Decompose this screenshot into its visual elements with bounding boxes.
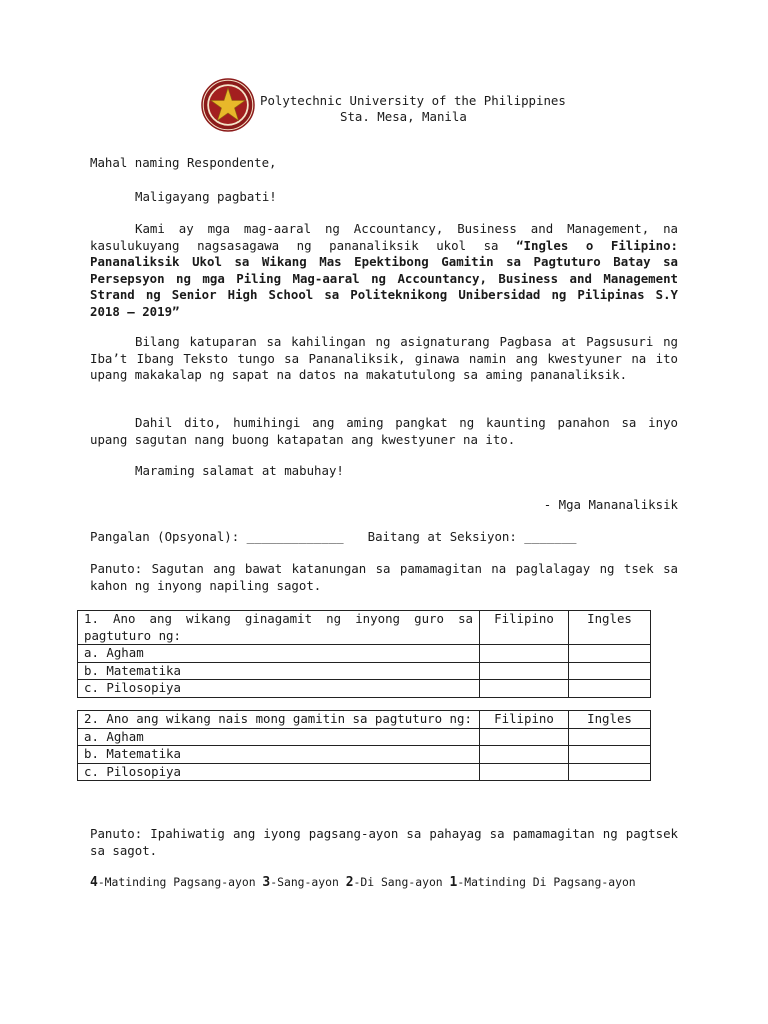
checkbox-cell-ingles[interactable] xyxy=(569,763,651,781)
scale-3-label: -Sang-ayon xyxy=(270,875,339,889)
scale-3-num: 3 xyxy=(262,875,271,890)
university-location: Sta. Mesa, Manila xyxy=(340,109,467,124)
checkbox-cell-ingles[interactable] xyxy=(569,680,651,698)
row-label: a. Agham xyxy=(78,728,480,746)
university-seal-icon xyxy=(201,78,255,132)
checkbox-cell-ingles[interactable] xyxy=(569,645,651,663)
row-label: a. Agham xyxy=(78,645,480,663)
checkbox-cell-filipino[interactable] xyxy=(480,662,569,680)
checkbox-cell-filipino[interactable] xyxy=(480,645,569,663)
question-2-table xyxy=(77,710,651,781)
table-row xyxy=(78,763,651,781)
checkbox-cell-filipino[interactable] xyxy=(480,763,569,781)
salutation: Mahal naming Respondente, xyxy=(90,155,277,170)
greeting: Maligayang pagbati! xyxy=(135,189,277,204)
row-label: c. Pilosopiya xyxy=(78,680,480,698)
paragraph-request: Dahil dito, humihingi ang aming pangkat ng kaunting panahon sa inyo upang sagutan nang buong katapatan ang kwestyuner na ito. xyxy=(90,415,678,447)
rating-scale-legend xyxy=(90,874,636,892)
scale-2-label: -Di Sang-ayon xyxy=(353,875,443,889)
scale-4-num: 4 xyxy=(90,875,98,890)
respondent-fields xyxy=(90,529,678,546)
table-header-row xyxy=(78,711,651,729)
instruction-2: Panuto: Ipahiwatig ang iyong pagsang-ayon sa pahayag sa pamamagitan ng pagtsek sa sagot. xyxy=(90,826,678,858)
scale-4-label: -Matinding Pagsang-ayon xyxy=(97,875,256,889)
table-row xyxy=(78,680,651,698)
checkbox-cell-filipino[interactable] xyxy=(480,680,569,698)
paragraph-intro-text: Kami ay mga mag-aaral ng Accountancy, Business and Management, na kasulukuyang nagsasagawa ng pananaliksik ukol sa xyxy=(90,221,678,253)
checkbox-cell-ingles[interactable] xyxy=(569,746,651,764)
table-header-row xyxy=(78,611,651,645)
row-label: c. Pilosopiya xyxy=(78,763,480,781)
checkbox-cell-filipino[interactable] xyxy=(480,728,569,746)
university-name: Polytechnic University of the Philippines xyxy=(260,93,566,108)
question-1-table xyxy=(77,610,651,698)
row-label: b. Matematika xyxy=(78,662,480,680)
scale-1-num: 1 xyxy=(449,875,458,890)
seal-year: 1904 xyxy=(223,126,233,130)
grade-section-field[interactable]: Baitang at Seksiyon: _______ xyxy=(367,529,577,544)
table-row xyxy=(78,662,651,680)
paragraph-purpose: Bilang katuparan sa kahilingan ng asignaturang Pagbasa at Pagsusuri ng Iba’t Ibang Teksto tungo sa Pananaliksik, ginawa namin ang kwestyuner na ito upang makakalap ng sapat na datos na makatutulong sa aming pananaliksik. xyxy=(90,334,678,383)
paragraph-intro xyxy=(90,221,678,321)
table-row xyxy=(78,645,651,663)
closing-line: Maraming salamat at mabuhay! xyxy=(135,463,344,478)
col-ingles: Ingles xyxy=(569,711,651,729)
table-row xyxy=(78,746,651,764)
instruction-1: Panuto: Sagutan ang bawat katanungan sa pamamagitan na paglalagay ng tsek sa kahon ng inyong napiling sagot. xyxy=(90,561,678,593)
name-field[interactable]: Pangalan (Opsyonal): _____________ xyxy=(90,529,344,544)
document-header xyxy=(201,78,661,134)
col-filipino: Filipino xyxy=(480,611,569,645)
table-row xyxy=(78,728,651,746)
row-label: b. Matematika xyxy=(78,746,480,764)
checkbox-cell-ingles[interactable] xyxy=(569,728,651,746)
signature-line: - Mga Mananaliksik xyxy=(543,497,678,512)
question-2-text: 2. Ano ang wikang nais mong gamitin sa pagtuturo ng: xyxy=(78,711,480,729)
scale-2-num: 2 xyxy=(345,875,354,890)
col-ingles: Ingles xyxy=(569,611,651,645)
checkbox-cell-filipino[interactable] xyxy=(480,746,569,764)
checkbox-cell-ingles[interactable] xyxy=(569,662,651,680)
research-title: “Ingles o Filipino: Pananaliksik Ukol sa Wikang Mas Epektibong Gamitin sa Pagtuturo Batay sa Persepsyon ng mga Piling Mag-aaral ng Accountancy, Business and Management Strand ng Senior High School sa Politeknikong Unibersidad ng Pilipinas S.Y 2018 – 2019” xyxy=(90,237,678,319)
scale-1-label: -Matinding Di Pagsang-ayon xyxy=(457,875,636,889)
question-1-text: 1. Ano ang wikang ginagamit ng inyong guro sa pagtuturo ng: xyxy=(78,611,480,645)
col-filipino: Filipino xyxy=(480,711,569,729)
